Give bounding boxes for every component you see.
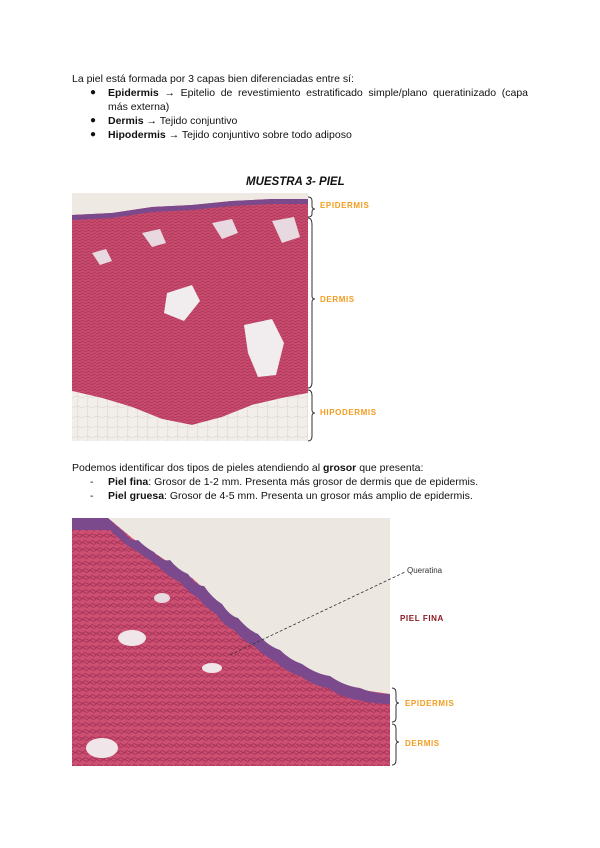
intro-bold: grosor bbox=[323, 462, 357, 474]
layers-list bbox=[88, 86, 528, 142]
desc: Tejido conjuntivo bbox=[159, 115, 238, 127]
desc: : Grosor de 4-5 mm. Presenta un grosor más amplio de epidermis. bbox=[164, 490, 473, 502]
arrow: → bbox=[164, 87, 175, 99]
skin-micrograph-1 bbox=[72, 193, 308, 441]
label-queratina: Queratina bbox=[407, 566, 443, 575]
term-epidermis: Epidermis bbox=[108, 87, 159, 99]
intro-text: La piel está formada por 3 capas bien diferenciadas entre sí: bbox=[72, 73, 354, 85]
term-hipodermis: Hipodermis bbox=[108, 129, 166, 141]
arrow: → bbox=[168, 129, 180, 141]
intro-suffix: que presenta: bbox=[359, 462, 424, 474]
dash-icon: - bbox=[90, 490, 94, 502]
desc: Epitelio de revestimiento estratificado simple/plano queratinizado (capa más externa) bbox=[108, 87, 529, 113]
skin-types-list bbox=[88, 475, 478, 503]
label-dermis: DERMIS bbox=[320, 295, 355, 304]
term-piel-fina: Piel fina bbox=[108, 476, 149, 488]
label-epidermis-2: EPIDERMIS bbox=[405, 699, 455, 708]
section2-intro bbox=[72, 461, 423, 475]
label-dermis-2: DERMIS bbox=[405, 739, 440, 748]
bullet-icon: ● bbox=[90, 129, 97, 140]
desc: : Grosor de 1-2 mm. Presenta más grosor de dermis que de epidermis. bbox=[148, 476, 478, 488]
bullet-icon: ● bbox=[90, 87, 97, 98]
term-dermis: Dermis bbox=[108, 115, 144, 127]
list-item bbox=[88, 114, 528, 128]
figure-title: MUESTRA 3- PIEL bbox=[246, 176, 345, 188]
list-item bbox=[88, 86, 528, 114]
desc: Tejido conjuntivo sobre todo adiposo bbox=[181, 129, 352, 141]
term-piel-gruesa: Piel gruesa bbox=[108, 490, 165, 502]
list-item bbox=[88, 475, 478, 489]
skin-micrograph-2 bbox=[72, 518, 390, 766]
arrow: → bbox=[146, 115, 158, 127]
intro-prefix: Podemos identificar dos tipos de pieles atendiendo al bbox=[72, 462, 321, 474]
dash-icon: - bbox=[90, 476, 94, 488]
label-epidermis: EPIDERMIS bbox=[320, 201, 370, 210]
label-piel-fina: PIEL FINA bbox=[400, 614, 444, 623]
bullet-icon: ● bbox=[90, 115, 97, 126]
list-item bbox=[88, 489, 478, 503]
list-item bbox=[88, 128, 528, 142]
label-hipodermis: HIPODERMIS bbox=[320, 408, 377, 417]
